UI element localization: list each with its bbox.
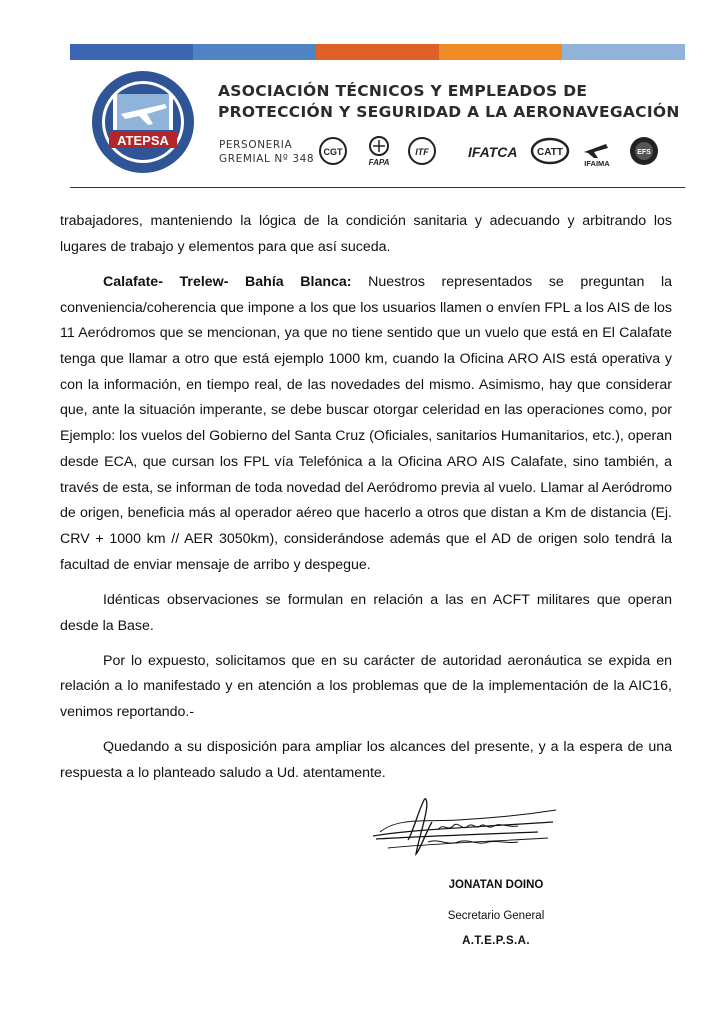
header-color-bar [70, 44, 685, 60]
ifatca-logo: IFATCA [468, 144, 518, 160]
affiliation-logos [318, 134, 663, 168]
itf-label: ITF [415, 147, 429, 157]
paragraph-2 [60, 270, 672, 578]
paragraph-3: Idénticas observaciones se formulan en relación a las en ACFT militares que operan desde la Base. [60, 591, 672, 634]
signer-name: JONATAN DOINO [448, 879, 544, 891]
color-bar-segment [316, 44, 439, 60]
efs-logo [630, 137, 658, 165]
organization-title [218, 81, 688, 123]
fapa-label: FAPA [368, 158, 390, 167]
ifaima-logo [584, 144, 610, 168]
signer-organization: A.T.E.P.S.A. [462, 935, 530, 947]
personeria-line2: GREMIAL Nº 348 [219, 153, 315, 165]
paragraph-4: Por lo expuesto, solicitamos que en su carácter de autoridad aeronáutica se expida en relación a lo manifestado y en atención a los problemas que de la implementación de la AIC16, venimos reportando.- [60, 652, 672, 721]
paragraph-1: trabajadores, manteniendo la lógica de la condición sanitaria y adecuando y arbitrando los lugares de trabajo y elementos para que así suceda. [60, 213, 672, 255]
paragraph-2-text: Nuestros representados se preguntan la conveniencia/coherencia que impone a los que los usuarios llamen o envíen FPL a los AIS de los 11 Aeródromos que se mencionan, ya que no tiene sentido que un vuelo que está en El Calafate tenga que llamar a otro que está ejemplo 1000 km, cuando la Oficina ARO AIS está operativa y con la información, en tiempo real, de las novedades del mismo. Asimismo, hay que considerar que, ante la situación imperante, se debe buscar otorgar celeridad en las operaciones como, por Ejemplo: los vuelos del Gobierno del Santa Cruz (Oficiales, sanitarios Humanitarios, etc.), operan desde ECA, que cursan los FPL vía Telefónica a la Oficina ARO AIS Calafate, sino también, a través de esta, se informan de toda novedad del Aeródromo previa al vuelo. Llamar al Aeródromo de origen, beneficia más al operador aéreo que hacerlo a otros que distan a Km de distancia (Ej. CRV + 1000 km // AER 3050km), considerándose además que el AD de origen solo tendrá la facultad de enviar mensaje de arribo y despegue. [60, 273, 672, 573]
ifaima-label: IFAIMA [584, 159, 610, 168]
signer-role: Secretario General [447, 910, 545, 922]
color-bar-segment [562, 44, 685, 60]
organization-title-line1: ASOCIACIÓN TÉCNICOS Y EMPLEADOS DE [218, 82, 588, 100]
efs-label: EFS [637, 149, 651, 156]
catt-logo [532, 139, 568, 163]
personeria-line1: PERSONERIA [219, 139, 293, 151]
catt-label: CATT [537, 147, 563, 158]
organization-title-line2: PROTECCIÓN Y SEGURIDAD A LA AERONAVEGACIÓN [218, 103, 680, 121]
personeria-gremial [219, 138, 314, 166]
color-bar-segment [70, 44, 193, 60]
color-bar-segment [193, 44, 316, 60]
paragraph-2-lead: Calafate- Trelew- Bahía Blanca: [103, 273, 352, 290]
cgt-label: CGT [323, 147, 343, 157]
fapa-logo [369, 137, 390, 167]
letter-body [60, 209, 672, 796]
cgt-logo [320, 138, 346, 164]
itf-logo [409, 138, 435, 164]
paragraph-5: Quedando a su disposición para ampliar los alcances del presente, y a la espera de una respuesta a lo planteado saludo a Ud. atentamente. [60, 739, 672, 782]
logo-text: ATEPSA [117, 133, 169, 148]
atepsa-logo [91, 70, 195, 174]
header-divider [70, 187, 685, 188]
handwritten-signature [368, 792, 558, 860]
color-bar-segment [439, 44, 562, 60]
